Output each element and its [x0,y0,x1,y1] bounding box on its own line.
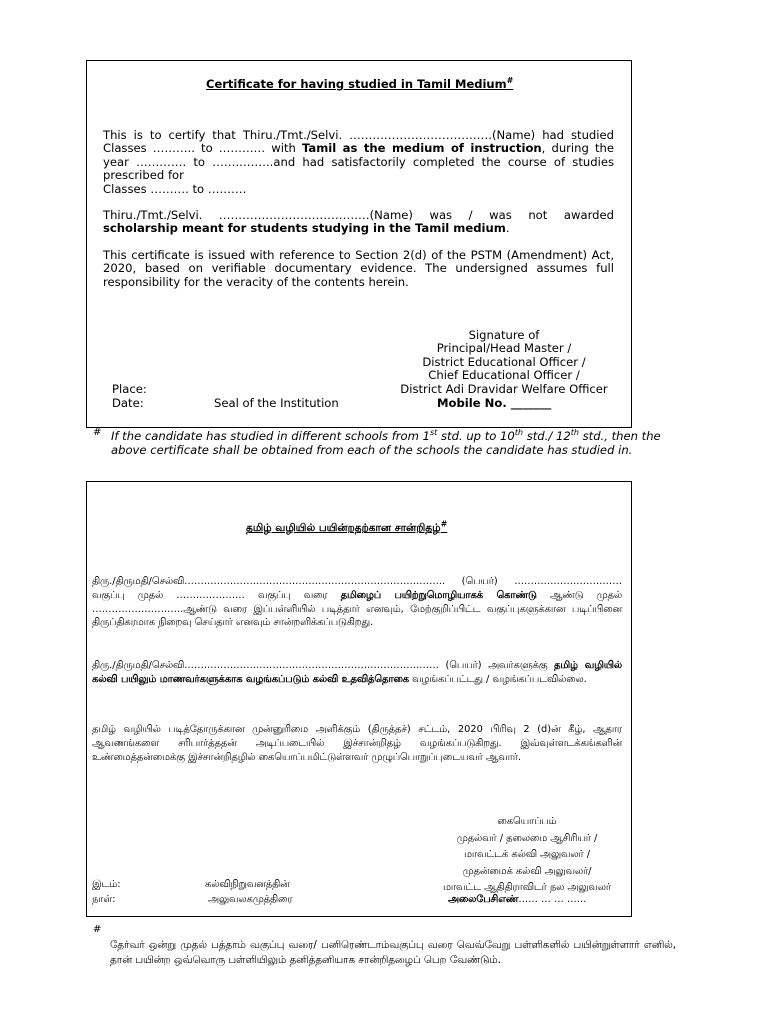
english-seal-label: Seal of the Institution [214,396,339,410]
tamil-paragraph-1: திரு./திருமதி/செல்வி…………………………………………………………………….. (பெயர்) …………………………… வகுப்பு முதல் ………………… வகுப்பு வரை தமிழைப் பயிற்றுமொழியாகக் கொண்டு ஆண்டு முதல் ……………………….ஆண்டு வரை இப்பள்ளியில் படித்தார் எனவும், மேற்குறிப்பிட்ட வகுப்புகளுக்கான படிப்பினை திருப்திகரமாக நிறைவு செய்தார் எனவும் சான்றளிக்கப்படுகிறது. [92,576,622,629]
tamil-paragraph-3: தமிழ் வழியில் படித்தோருக்கான முன்னுரிமை அளிக்கும் (திருத்தச்) சட்டம், 2020 பிரிவு 2 (d)ன் கீழ், ஆதார ஆவணங்களை சரிபார்த்ததன் அடிப்படையில் இச்சான்றிதழ் வழங்கப்படுகிறது. இவ்வுள்ளடக்கங்களின் உண்மைத்தன்மைக்கு இச்சான்றிதழில் கையொப்பமிட்டுள்ளவர் முழுப்பொறுப்புடையவர் ஆவார். [92,724,622,763]
tamil-date-label: நாள்: [92,894,116,905]
tamil-seal-line-1: கல்விநிறுவனத்தின் [205,879,290,890]
english-footnote: If the candidate has studied in different schools from 1st std. up to 10th std./ 12th std., then the above certificate shall be obtained from each of the schools the candidate has studied in. [111,428,661,458]
english-mobile-label: Mobile No. _______ [437,396,552,410]
english-signature-block: Signature of Principal/Head Master / District Educational Officer / Chief Educational Officer / District Adi Dravidar Welfare Officer [400,328,608,396]
english-date-label: Date: [112,396,144,410]
tamil-footnote: தேர்வர் ஒன்று முதல் பத்தாம் வகுப்பு வரை/ பனிரெண்டாம்வகுப்பு வரை வெவ்வேறு பள்ளிகளில் பயின்றுள்ளார் எனில், தான் பயின்ற ஒவ்வொரு பள்ளியிலும் தனித்தனியாக சான்றிதழைப் பெற வேண்டும். [110,939,676,966]
english-title [206,77,513,91]
tamil-mobile-label: அலைபேசிஎண்…… … … …… [448,894,587,905]
tamil-title [246,519,448,535]
tamil-footnote-mark: # [93,924,102,935]
english-paragraph-1: This is to certify that Thiru./Tmt./Selvi. ……………………………….(Name) had studied Classes ……….. to ………… with Tamil as the medium of instruction, during the year …………. to ……..……..and had satisfactorily completed the course of studies prescribed for Classes ………. to ………. [103,128,614,196]
english-title-mark: # [506,76,514,86]
tamil-place-label: இடம்: [92,879,121,890]
tamil-paragraph-2: திரு./திருமதி/செல்வி…………………………………………………………………… (பெயர்) அவர்களுக்கு தமிழ் வழியில் கல்வி பயிலும் மாணவர்களுக்காக வழங்கப்படும் கல்வி உதவித்தொகை வழங்கப்பட்டது / வழங்கப்படவில்லை. [92,660,622,685]
english-title-text: Certificate for having studied in Tamil Medium [206,77,507,91]
english-paragraph-3: This certificate is issued with reference to Section 2(d) of the PSTM (Amendment) Act, 2020, based on verifiable documentary evidence. The undersigned assumes full responsibility for the veracity of the contents herein. [103,248,614,289]
tamil-title-mark: # [440,519,448,529]
tamil-title-text: தமிழ் வழியில் பயின்றதற்கான சான்றிதழ் [246,522,441,534]
english-footnote-mark: # [93,427,102,438]
tamil-seal-line-2: அலுவலகமுத்திரை [208,894,293,905]
tamil-signature-block: கையொப்பம் முதல்வர் / தலைமை ஆசிரியர் / மாவட்டக் கல்வி அலுவலர் / முதன்மைக் கல்வி அலுவலர்/ மாவட்ட ஆதிதிராவிடர் நல அலுவலர் [442,816,612,894]
english-place-label: Place: [112,382,147,396]
english-paragraph-2: Thiru./Tmt./Selvi. …………………………………(Name) was / was not awarded scholarship meant for students studying in the Tamil medium. [103,208,614,236]
